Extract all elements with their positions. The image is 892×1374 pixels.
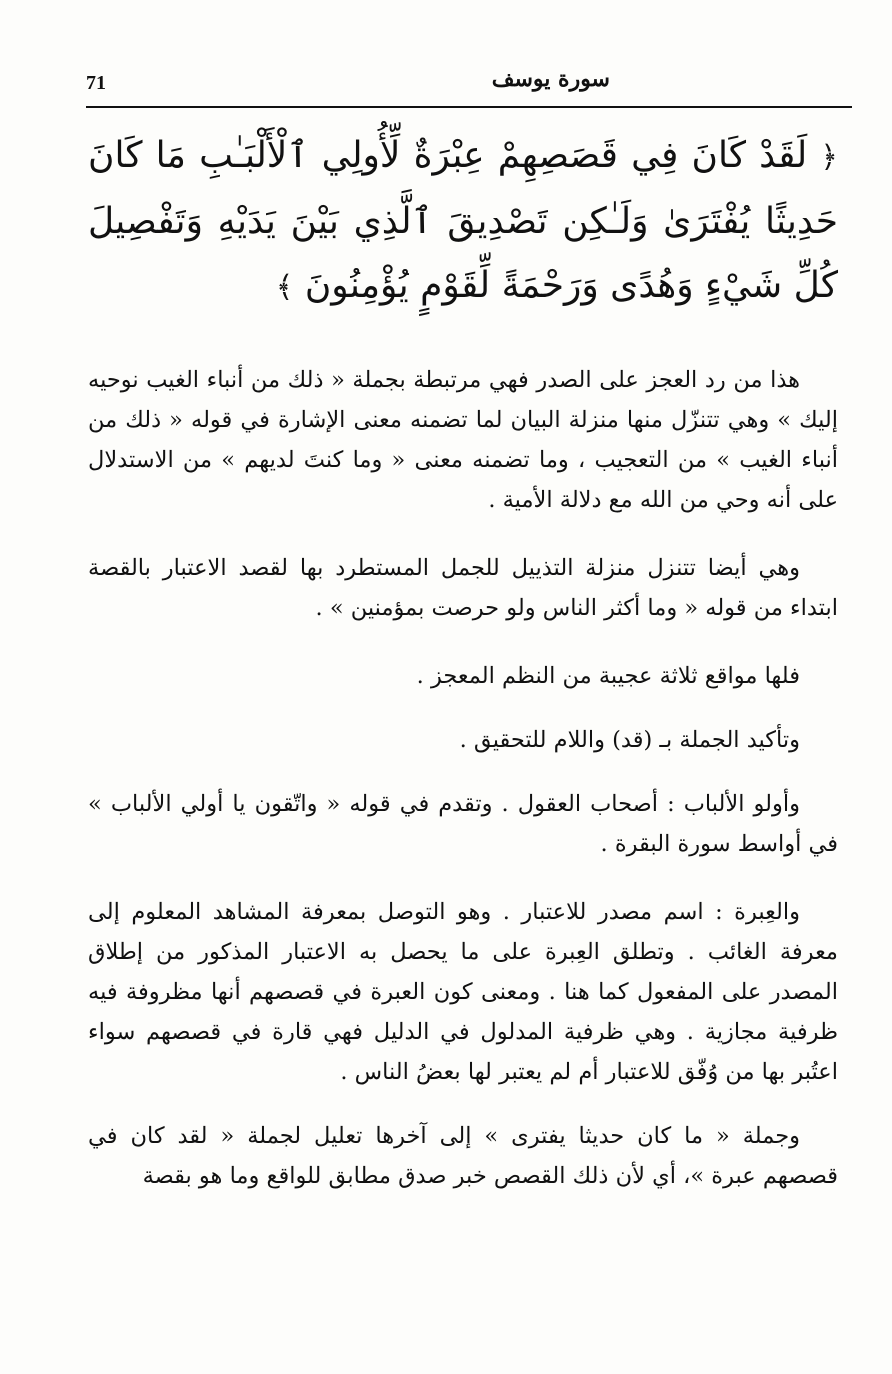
paragraph-5: وأولو الألباب : أصحاب العقول . وتقدم في قوله « واتّقون يا أولي الألباب » في أواسط سورة البقرة . [88,791,838,857]
paragraph-6: والعِبرة : اسم مصدر للاعتبار . وهو التوصل بمعرفة المشاهد المعلوم إلى معرفة الغائب . وتطلق العِبرة على ما يحصل به الاعتبار المذكور من إطلاق المصدر على المفعول كما هنا . ومعنى كون العبرة في قصصهم أنها مظروفة فيه ظرفية مجازية . وهي ظرفية المدلول في الدليل فهي قارة في قصصهم سواء اعتُبر بها من وُفّق للاعتبار أم لم يعتبر لها بعضُ الناس . [88,899,838,1085]
page-header [86,62,850,106]
page-number: 71 [86,72,106,94]
verse-open-brace: ﴿ [820,140,838,175]
header-rule [86,106,852,108]
verse-close-brace: ﴾ [275,270,294,305]
paragraph-2: وهي أيضا تتنزل منزلة التذييل للجمل المستطرد بها لقصد الاعتبار بالقصة ابتداء من قوله « وما أكثر الناس ولو حرصت بمؤمنين » . [88,555,838,621]
quran-verse [88,124,838,320]
verse-text: لَقَدْ كَانَ فِي قَصَصِهِمْ عِبْرَةٌ لِّأُولِي ٱلْأَلْبَـٰبِ مَا كَانَ حَدِيثًا يُفْتَرَىٰ وَلَـٰكِن تَصْدِيقَ ٱلَّذِي بَيْنَ يَدَيْهِ وَتَفْصِيلَ كُلِّ شَيْءٍ وَهُدًى وَرَحْمَةً لِّقَوْمٍ يُؤْمِنُونَ [88,135,838,306]
paragraph-3: فلها مواقع ثلاثة عجيبة من النظم المعجز . [416,663,800,689]
running-title: سورة يوسف [491,66,610,92]
paragraph-1: هذا من رد العجز على الصدر فهي مرتبطة بجملة « ذلك من أنباء الغيب نوحيه إليك » وهي تتنزّل منها منزلة البيان لما تضمنه معنى الإشارة في قوله « ذلك من أنباء الغيب » من التعجيب ، وما تضمنه معنى « وما كنتَ لديهم » من الاستدلال على أنه وحي من الله مع دلالة الأمية . [88,367,838,513]
paragraph-4: وتأكيد الجملة بـ (قد) واللام للتحقيق . [459,727,800,753]
page-body [88,124,838,1220]
paragraph-7: وجملة « ما كان حديثا يفترى » إلى آخرها تعليل لجملة « لقد كان في قصصهم عبرة »، أي لأن ذلك القصص خبر صدق مطابق للواقع وما هو بقصة [88,1123,838,1189]
